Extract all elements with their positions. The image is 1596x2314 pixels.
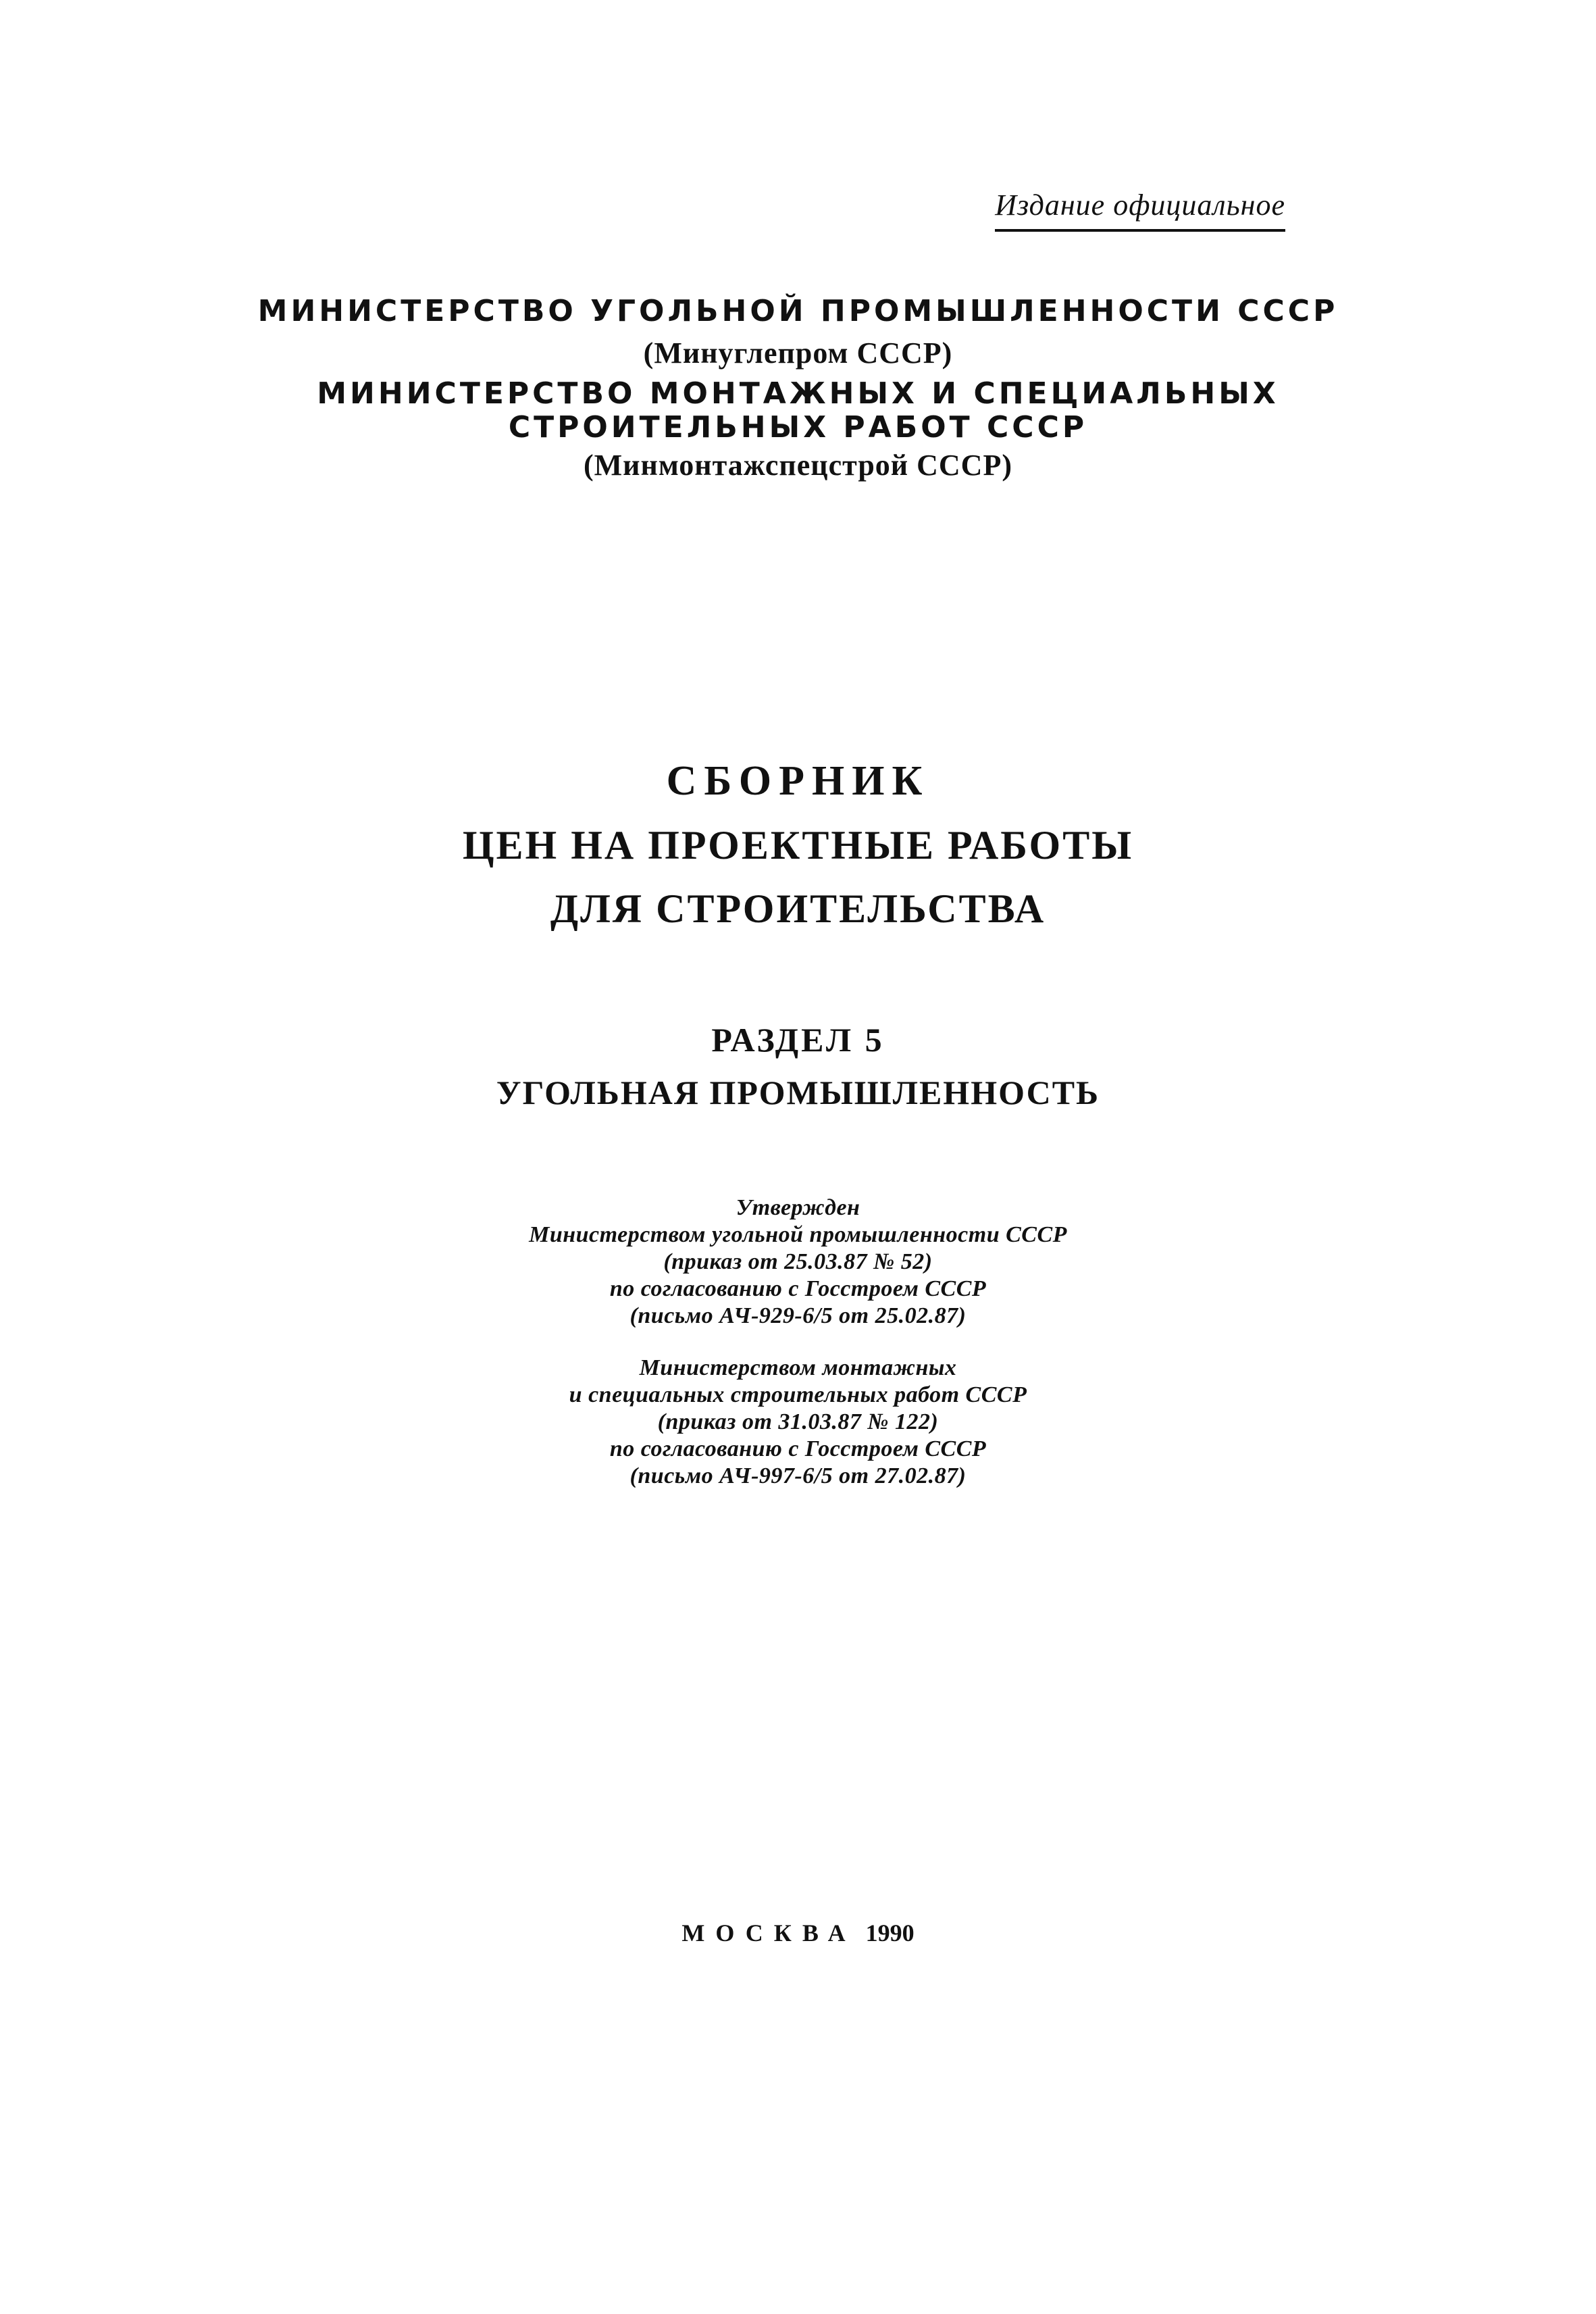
edition-label: Издание официальное: [995, 188, 1285, 232]
approval-block-coal: [0, 1194, 1596, 1330]
approval-line: Министерством монтажных: [639, 1355, 957, 1380]
section-name: УГОЛЬНАЯ ПРОМЫШЛЕННОСТЬ: [496, 1074, 1100, 1111]
approval-line: Министерством угольной промышленности СССР: [529, 1222, 1067, 1247]
approval-line: (письмо АЧ-929-6/5 от 25.02.87): [629, 1303, 967, 1328]
ministry-montage-name-line2: СТРОИТЕЛЬНЫХ РАБОТ СССР: [508, 410, 1088, 445]
ministries-header: [0, 291, 1596, 489]
approval-line: по согласованию с Госстроем СССР: [609, 1436, 987, 1461]
ministry-montage-name-line1: МИНИСТЕРСТВО МОНТАЖНЫХ И СПЕЦИАЛЬНЫХ: [317, 376, 1279, 411]
imprint: [0, 1919, 1596, 1947]
approval-line: (письмо АЧ-997-6/5 от 27.02.87): [629, 1463, 967, 1488]
section-heading: [0, 1013, 1596, 1119]
ministry-coal-abbr: (Минуглепром СССР): [643, 336, 953, 370]
document-title: [0, 749, 1596, 940]
imprint-year: 1990: [865, 1919, 915, 1946]
section-number: РАЗДЕЛ 5: [711, 1021, 885, 1059]
imprint-city: МОСКВА: [681, 1919, 856, 1946]
approval-line: (приказ от 25.03.87 № 52): [663, 1249, 933, 1274]
approval-label: Утвержден: [736, 1195, 860, 1220]
approval-line: и специальных строительных работ СССР: [569, 1382, 1027, 1407]
approval-block-montage: [0, 1355, 1596, 1490]
ministry-montage-abbr: (Минмонтажспецстрой СССР): [583, 449, 1012, 482]
title-sub-line1: ЦЕН НА ПРОЕКТНЫЕ РАБОТЫ: [462, 823, 1134, 867]
ministry-coal-name: МИНИСТЕРСТВО УГОЛЬНОЙ ПРОМЫШЛЕННОСТИ СССР: [257, 294, 1339, 328]
approval-line: (приказ от 31.03.87 № 122): [657, 1409, 939, 1434]
approval-line: по согласованию с Госстроем СССР: [609, 1276, 987, 1301]
title-main: СБОРНИК: [666, 758, 930, 804]
title-sub-line2: ДЛЯ СТРОИТЕЛЬСТВА: [550, 886, 1046, 931]
